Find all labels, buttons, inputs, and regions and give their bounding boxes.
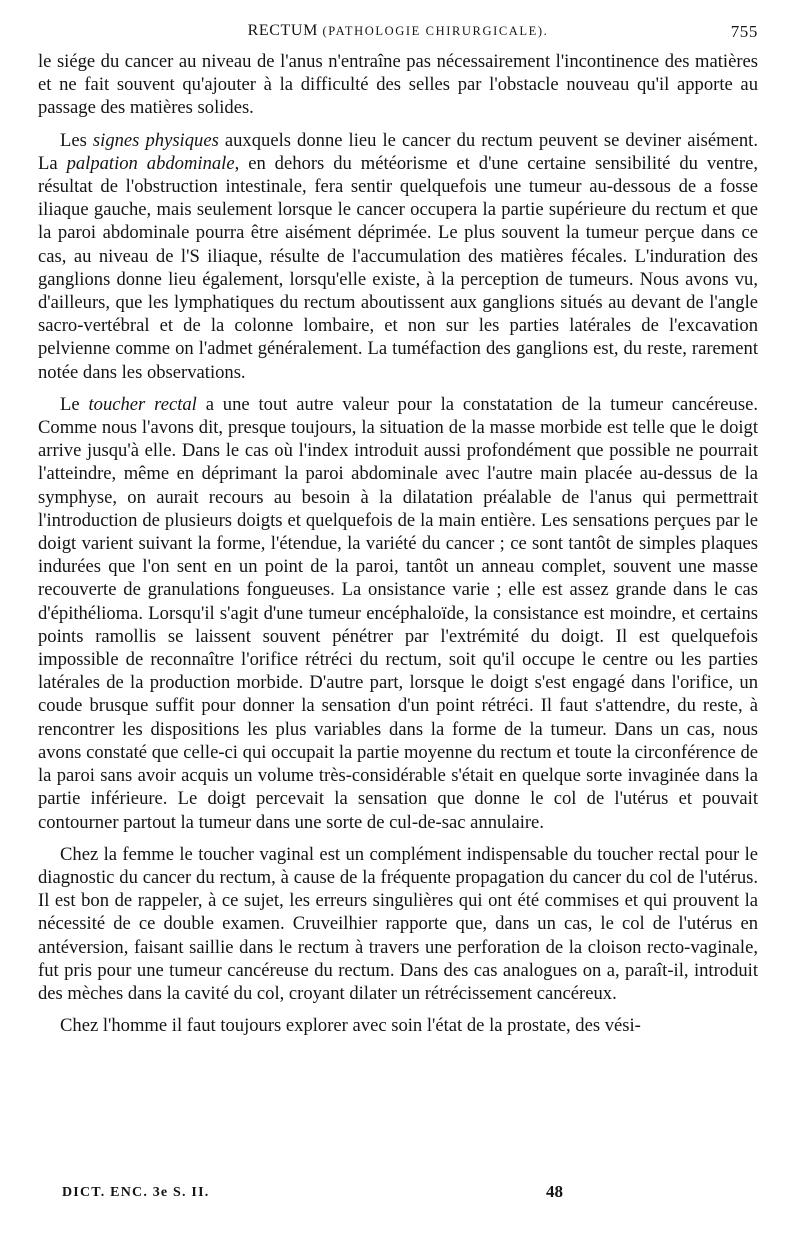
text-run: , en dehors du météorisme et d'une certaine sensibilité du ventre, résultat de l'obstruction intestinale, fera sentir quelquefois une tumeur au-dessous de a fosse iliaque gauche, mais seulement lorsque le cancer occupera la partie supérieure du rectum et que la paroi abdominale pourra être aisément déprimée. Le plus souvent la tumeur perçue dans ce cas, au niveau de l'S iliaque, résulte de l'accumulation des matières fécales. L'induration des ganglions donne lieu également, lorsqu'elle existe, à la perception de tumeurs. Nous avons vu, d'ailleurs, que les lymphatiques du rectum aboutissent aux ganglions situés au devant de l'angle sacro-vertébral et de la colonne lombaire, et non sur les parties latérales de l'excavation pelvienne comme on l'admet généralement. La tuméfaction des ganglions est, du reste, rarement notée dans les observations. [38,152,758,383]
signature-number: 48 [546,1182,563,1201]
page-number: 755 [730,22,758,41]
text-run: Les [60,129,93,151]
paragraph [38,50,758,120]
text-run: Chez la femme le toucher vaginal est un complément indispensable du toucher rectal pour le diagnostic du cancer du rectum, à cause de la fréquente propagation du cancer du col de l'utérus. Il est bon de rappeler, à ce sujet, les erreurs singulières qui ont été commises et qui prouvent la nécessité de ce double examen. Cruveilhier rapporte que, dans un cas, le col de l'utérus en antéversion, faisant saillie dans le rectum à travers une perforation de la cloison recto-vaginale, fut pris pour une tumeur cancéreuse du rectum. Dans des cas analogues on a, paraît-il, introduit des mèches dans la cavité du col, croyant dilater un rétrécissement cancéreux. [38,843,758,1004]
paragraph [38,1014,758,1037]
italic-term: toucher rectal [88,393,197,415]
body-text [38,50,758,1037]
running-title-subtitle: (PATHOLOGIE CHIRURGICALE). [322,24,549,38]
paragraph [38,843,758,1005]
running-title [38,22,758,40]
italic-term: palpation abdominale [66,152,235,174]
text-run: auxquels donne lieu le cancer du rectum peuvent se deviner aisément. La [38,129,758,174]
paragraph [38,393,758,834]
signature-mark: DICT. ENC. 3e S. II. [62,1185,210,1200]
italic-term: signes physiques [92,129,219,151]
text-run: a une tout autre valeur pour la constatation de la tumeur cancéreuse. Comme nous l'avons dit, presque toujours, la situation de la masse morbide est telle que le doigt arrive jusqu'à elle. Dans le cas où l'index introduit aussi profondément que possible ne pourrait l'atteindre, même en déprimant la paroi abdominale avec l'autre main placée au-dessus de la symphyse, on aurait recours au besoin à la dilatation préalable de l'anus qui permettrait l'introduction de plusieurs doigts et quelquefois de la main entière. Les sensations perçues par le doigt varient suivant la forme, l'étendue, la variété du cancer ; ce sont tantôt de simples plaques indurées que l'on sent en un point de la paroi, tantôt un anneau complet, souvent une masse recouverte de granulations fongueuses. La onsistance varie ; elle est assez grande dans le cas d'épithélioma. Lorsqu'il s'agit d'une tumeur encéphaloïde, la consistance est moindre, et certains points ramollis se laissent souvent pénétrer par l'extrémité du doigt. Il est quelquefois impossible de reconnaître l'orifice rétréci du rectum, soit qu'il occupe le centre ou les parties latérales de la production morbide. D'autre part, lorsque le doigt s'est engagé dans l'orifice, un coude brusque suffit pour donner la sensation d'un point rétréci. Il faut s'attendre, du reste, à rencontrer les dispositions les plus variables dans la forme de la tumeur. Dans un cas, nous avons constaté que celle-ci qui occupait la partie moyenne du rectum et toute la circonférence de la paroi sans avoir acquis un volume très-considérable s'était en quelque sorte invaginée dans la partie inférieure. Le doigt percevait la sensation que donne le col de l'utérus et pouvait contourner partout la tumeur dans une sorte de cul-de-sac annulaire. [38,393,758,833]
text-run: Le [60,393,89,415]
running-head [38,22,758,48]
paragraph [38,129,758,384]
document-page [38,22,758,1037]
text-run: Chez l'homme il faut toujours explorer avec soin l'état de la prostate, des vési- [60,1015,641,1037]
running-title-main: RECTUM [247,22,318,39]
page-footer [62,1182,800,1204]
text-run: le siége du cancer au niveau de l'anus n'entraîne pas nécessairement l'incontinence des matières et ne fait souvent qu'ajouter à la difficulté des selles par l'obstacle nouveau qu'il apporte au passage des matières solides. [38,51,758,119]
